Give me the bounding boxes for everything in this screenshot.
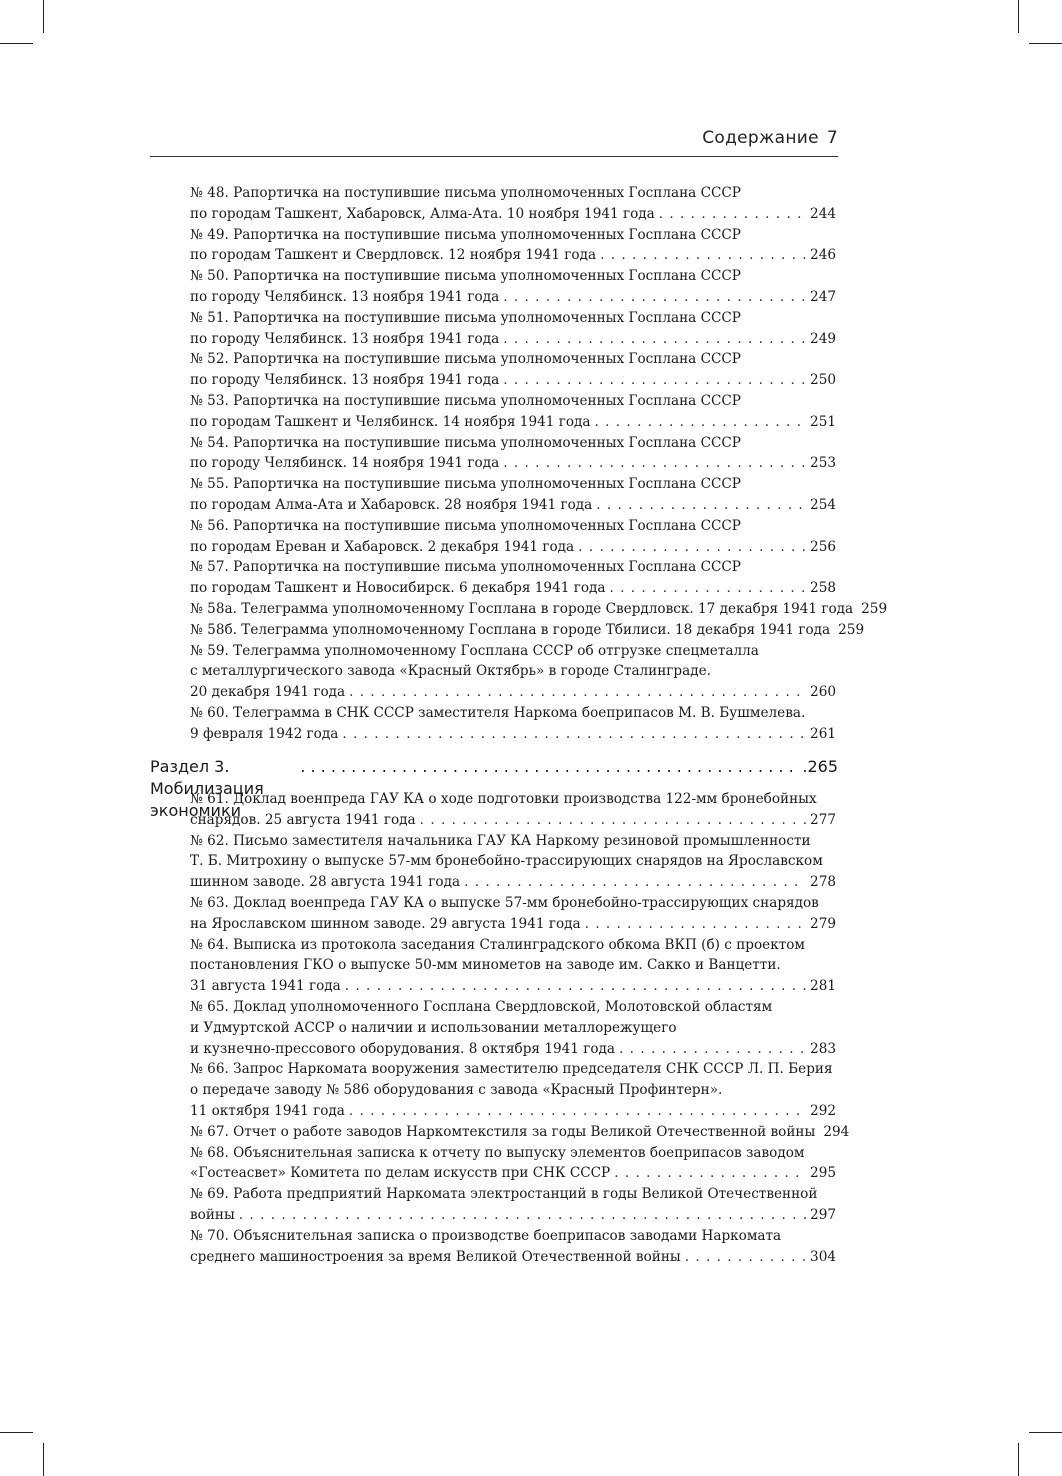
toc-page-number: 295 [810, 1165, 836, 1182]
toc-entry-text: 31 августа 1941 года [190, 978, 341, 995]
toc-entry-line: № 69. Работа предприятий Наркомата электростанций в годы Великой Отечественной [190, 1186, 818, 1203]
toc-page-number: 304 [810, 1248, 836, 1265]
toc-entry[interactable] [190, 641, 836, 703]
dot-leader [578, 537, 806, 558]
dot-leader [503, 287, 806, 308]
toc-entry-line: о передаче заводу № 586 оборудования с завода «Красный Профинтерн». [190, 1082, 723, 1099]
toc-entry-line: № 68. Объяснительная записка к отчету по выпуску элементов боеприпасов заводом [190, 1144, 805, 1161]
toc-entry-line: № 63. Доклад военпреда ГАУ КА о выпуске 57-мм бронебойно-трассирующих снарядов [190, 895, 819, 911]
toc-page-number: 250 [810, 372, 836, 389]
crop-mark [0, 43, 33, 44]
toc-entry-last-line [190, 1122, 850, 1143]
toc-entry-line: № 50. Рапортичка на поступившие письма уполномоченных Госплана СССР [190, 268, 741, 285]
toc-entry[interactable] [190, 1143, 836, 1185]
header-page-number: 7 [826, 128, 838, 148]
dot-leader [595, 412, 807, 433]
toc-entry-text: по городу Челябинск. 13 ноября 1941 года [190, 288, 500, 305]
toc-page-number: 249 [810, 330, 836, 347]
toc-entry-last-line [190, 370, 836, 391]
section-title: Раздел 3. Мобилизация экономики [150, 757, 264, 820]
toc-entry-last-line [190, 1163, 836, 1184]
crop-mark [1029, 43, 1062, 44]
crop-mark [43, 0, 44, 33]
toc-entry[interactable] [190, 1184, 836, 1226]
dot-leader [614, 1163, 806, 1184]
toc-entry[interactable] [190, 893, 836, 935]
toc-page-number: 259 [838, 621, 865, 638]
toc-entry-text: на Ярославском шинном заводе. 29 августа 1941 года [190, 915, 581, 932]
toc-page-number: 253 [810, 455, 836, 472]
toc-entry-text: № 67. Отчет о работе заводов Наркомтекстиля за годы Великой Отечественной войны [190, 1123, 816, 1140]
toc-entry-text: 20 декабря 1941 года [190, 684, 346, 701]
toc-entry-last-line [190, 412, 836, 433]
toc-entry-text: снарядов. 25 августа 1941 года [190, 811, 416, 828]
toc-entry-text: 11 октября 1941 года [190, 1102, 345, 1119]
toc-entry-last-line [190, 245, 836, 266]
toc-entry-line: № 60. Телеграмма в СНК СССР заместителя Наркома боеприпасов М. В. Бушмелева. [190, 705, 806, 721]
toc-entry-line: № 57. Рапортичка на поступившие письма уполномоченных Госплана СССР [190, 559, 741, 576]
toc-entry-line: № 65. Доклад уполномоченного Госплана Свердловской, Молотовской областям [190, 999, 773, 1015]
toc-entry-last-line [190, 329, 836, 350]
toc-entry[interactable] [190, 935, 836, 997]
toc-entry-text: по городам Ереван и Хабаровск. 2 декабря 1941 года [190, 538, 575, 555]
dot-leader [600, 245, 806, 266]
toc-entry-last-line [190, 1101, 836, 1122]
toc-entry-text: по городам Ташкент и Челябинск. 14 ноября 1941 года [190, 413, 591, 430]
toc-entry-line: № 56. Рапортичка на поступившие письма уполномоченных Госплана СССР [190, 517, 741, 534]
toc-entry-last-line [190, 872, 836, 893]
toc-entry-last-line [190, 578, 836, 599]
toc-entry[interactable] [190, 516, 836, 558]
toc-entry[interactable] [190, 557, 836, 599]
toc-entry-text: по городу Челябинск. 13 ноября 1941 года [190, 330, 500, 347]
toc-page-number: 261 [810, 725, 836, 742]
toc-page-number: 279 [810, 915, 836, 932]
dot-leader [503, 370, 806, 391]
toc-entry[interactable] [190, 183, 836, 225]
crop-mark [1029, 1432, 1062, 1433]
toc-page-number: 277 [810, 811, 836, 828]
toc-page-number: 294 [823, 1123, 850, 1140]
toc-entry[interactable] [190, 1122, 850, 1143]
toc-page-number: 246 [810, 247, 836, 264]
toc-page-number: 260 [810, 684, 836, 701]
toc-entry-last-line [190, 1039, 836, 1060]
dot-leader [503, 453, 806, 474]
crop-mark [1018, 1443, 1019, 1476]
toc-page-number: 259 [861, 601, 888, 617]
toc-entry-line: № 66. Запрос Наркомата вооружения заместителю председателя СНК СССР Л. П. Берия [190, 1061, 833, 1078]
toc-entry-text: войны [190, 1206, 235, 1223]
section-page: .265 [802, 757, 838, 776]
toc-entry[interactable] [190, 1059, 836, 1121]
toc-entry-line: постановления ГКО о выпуске 50-мм минометов на заводе им. Сакко и Ванцетти. [190, 957, 781, 974]
toc-entry-last-line [190, 287, 836, 308]
toc-entry-text: по городам Ташкент и Свердловск. 12 ноября 1941 года [190, 247, 597, 264]
toc-entry-line: № 49. Рапортичка на поступившие письма уполномоченных Госплана СССР [190, 226, 741, 243]
toc-entry-text: 9 февраля 1942 года [190, 725, 339, 742]
toc-entry[interactable] [190, 997, 836, 1059]
dot-leader [349, 1101, 806, 1122]
toc-entry[interactable] [190, 831, 836, 893]
toc-page-number: 258 [810, 580, 836, 597]
toc-entry-text: № 58б. Телеграмма уполномоченному Госплана в городе Тбилиси. 18 декабря 1941 года [190, 621, 831, 638]
dot-leader [300, 756, 798, 778]
toc-page-number: 281 [810, 978, 836, 995]
toc-entry-text: «Гостеасвет» Комитета по делам искусств при СНК СССР [190, 1165, 611, 1182]
toc-entry-last-line [190, 204, 836, 225]
toc-entry[interactable] [190, 433, 836, 475]
crop-mark [43, 1443, 44, 1476]
dot-leader [464, 872, 806, 893]
toc-entry-line: № 52. Рапортичка на поступившие письма уполномоченных Госплана СССР [190, 351, 741, 368]
toc-entry-last-line [190, 914, 836, 935]
toc-entry-line: с металлургического завода «Красный Октябрь» в городе Сталинграде. [190, 663, 711, 680]
toc-entry-last-line [190, 1247, 836, 1268]
toc-entry-text: по городам Ташкент и Новосибирск. 6 декабря 1941 года [190, 580, 606, 597]
toc-entry-text: по городу Челябинск. 13 ноября 1941 года [190, 372, 500, 389]
toc-entry-text: и кузнечно-прессового оборудования. 8 октября 1941 года [190, 1040, 616, 1057]
running-header [150, 128, 838, 148]
toc-page-number: 244 [810, 205, 836, 222]
toc-entry-last-line [190, 620, 865, 641]
toc-entry-text: среднего машиностроения за время Великой Отечественной войны [190, 1248, 681, 1265]
toc-entry-last-line [190, 724, 836, 745]
toc-entry[interactable] [190, 266, 836, 308]
toc-page-number: 247 [810, 288, 836, 305]
toc-entry-text: по городам Ташкент, Хабаровск, Алма-Ата. 10 ноября 1941 года [190, 205, 655, 222]
section-heading[interactable] [150, 756, 838, 822]
toc-entry-last-line [190, 976, 836, 997]
toc-entry-last-line [190, 599, 888, 620]
dot-leader [239, 1205, 806, 1226]
toc-entry-text: по городам Алма-Ата и Хабаровск. 28 ноября 1941 года [190, 496, 593, 513]
dot-leader [619, 1039, 806, 1060]
toc-entry-line: и Удмуртской АССР о наличии и использовании металлорежущего [190, 1019, 677, 1036]
dot-leader [342, 724, 806, 745]
toc-page-number: 283 [810, 1040, 836, 1057]
crop-mark [1018, 0, 1019, 33]
toc-entry-last-line [190, 537, 836, 558]
toc-entry[interactable] [190, 1226, 836, 1268]
toc-page-number: 278 [810, 874, 836, 891]
toc-entry-line: № 62. Письмо заместителя начальника ГАУ КА Наркому резиновой промышленности [190, 832, 811, 849]
header-title: Содержание [702, 128, 819, 148]
toc-entry-line: № 55. Рапортичка на поступившие письма уполномоченных Госплана СССР [190, 476, 741, 493]
toc-entry-last-line [190, 495, 836, 516]
toc-entry[interactable] [190, 703, 836, 745]
toc-entry-line: № 59. Телеграмма уполномоченному Госплана СССР об отгрузке спецметалла [190, 642, 759, 659]
crop-mark [0, 1432, 33, 1433]
toc-entry-line: Т. Б. Митрохину о выпуске 57-мм бронебойно-трассирующих снарядов на Ярославском [190, 853, 823, 870]
toc-entry[interactable] [190, 225, 836, 267]
toc-entry[interactable] [190, 349, 836, 391]
toc-page-number: 251 [810, 413, 836, 430]
toc-page-number: 297 [810, 1206, 836, 1223]
toc-entry-last-line [190, 682, 836, 703]
toc-entry-line: № 48. Рапортичка на поступившие письма уполномоченных Госплана СССР [190, 185, 741, 201]
toc-entry[interactable] [190, 391, 836, 433]
toc-page-number: 292 [810, 1102, 836, 1119]
dot-leader [596, 495, 806, 516]
toc-entry-line: № 64. Выписка из протокола заседания Сталинградского обкома ВКП (б) с проектом [190, 936, 805, 953]
toc-entry-line: № 53. Рапортичка на поступившие письма уполномоченных Госплана СССР [190, 393, 741, 409]
toc-entry-line: № 70. Объяснительная записка о производстве боеприпасов заводами Наркомата [190, 1227, 782, 1244]
dot-leader [503, 329, 806, 350]
toc-entry-text: шинном заводе. 28 августа 1941 года [190, 874, 461, 891]
toc-entry[interactable] [190, 474, 836, 516]
dot-leader [659, 204, 806, 225]
toc-entry-text: по городу Челябинск. 14 ноября 1941 года [190, 455, 500, 472]
toc-entry[interactable] [190, 308, 836, 350]
header-rule [150, 156, 838, 157]
dot-leader [609, 578, 806, 599]
toc-entry-text: № 58а. Телеграмма уполномоченному Госплана в городе Свердловск. 17 декабря 1941 года [190, 601, 854, 617]
toc-page-number: 254 [810, 496, 836, 513]
dot-leader [685, 1247, 806, 1268]
toc-entry-line: № 61. Доклад военпреда ГАУ КА о ходе подготовки производства 122-мм бронебойных [190, 791, 817, 807]
toc-entry[interactable] [190, 599, 888, 620]
toc-entry[interactable] [190, 620, 865, 641]
toc-entry-line: № 51. Рапортичка на поступившие письма уполномоченных Госплана СССР [190, 309, 741, 326]
toc-entry-last-line [190, 1205, 836, 1226]
toc-page-number: 256 [810, 538, 836, 555]
toc-entry-last-line [190, 453, 836, 474]
dot-leader [349, 682, 806, 703]
dot-leader [585, 914, 806, 935]
dot-leader [345, 976, 806, 997]
toc-entry-line: № 54. Рапортичка на поступившие письма уполномоченных Госплана СССР [190, 434, 741, 451]
